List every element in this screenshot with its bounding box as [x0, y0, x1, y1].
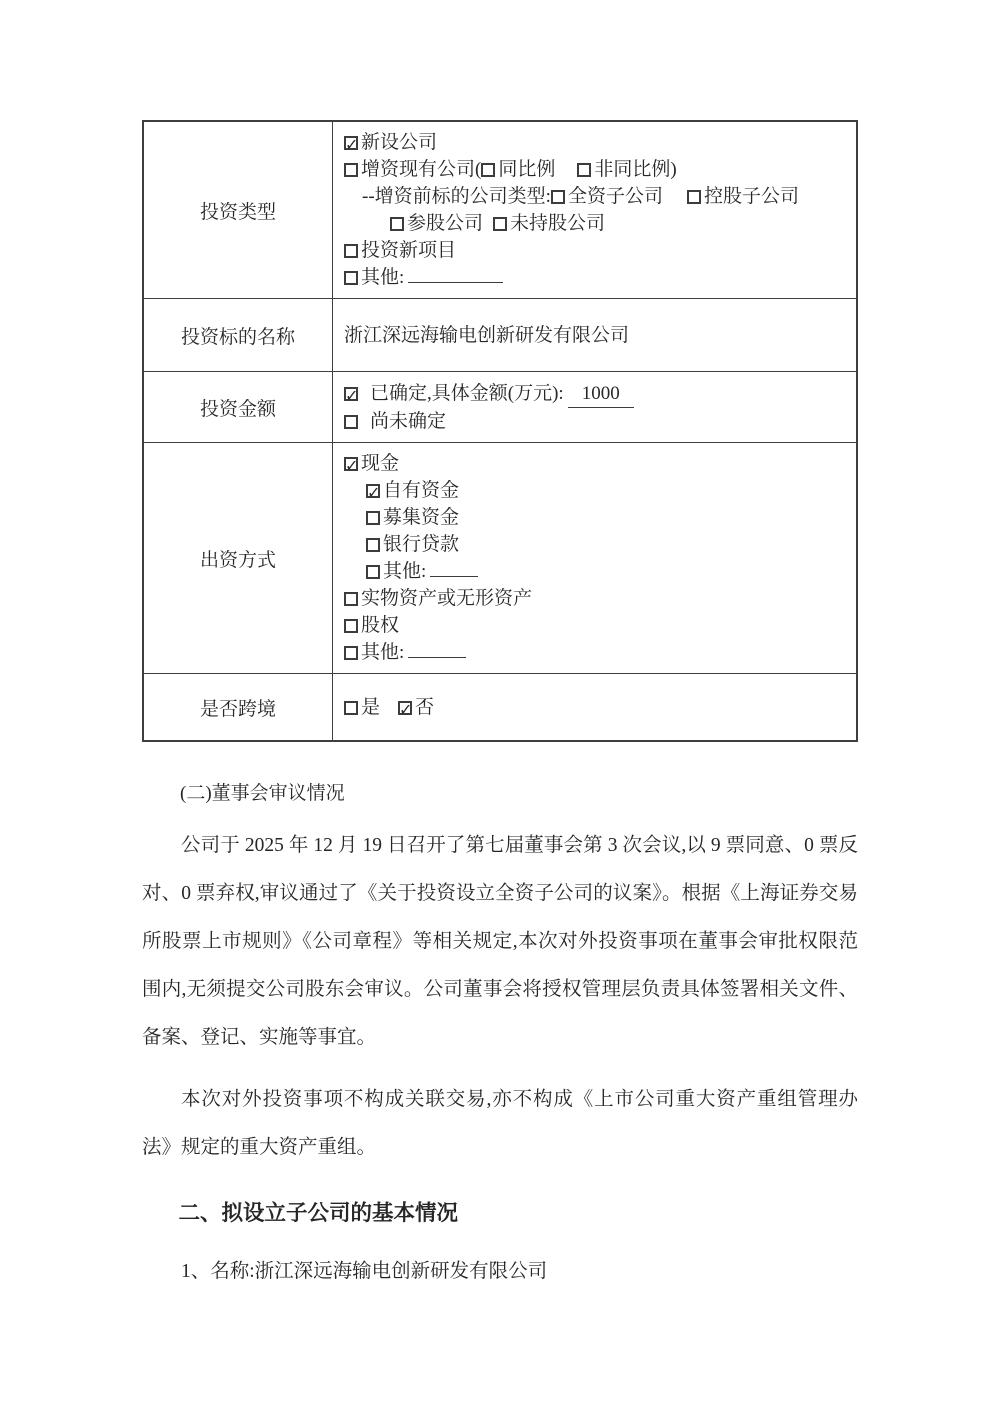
checkbox-unchecked-icon[interactable] — [366, 538, 380, 552]
cell-line — [344, 380, 846, 408]
subsidiary-name-item: 1、名称:浙江深远海输电创新研发有限公司 — [181, 1261, 548, 1282]
cell-line — [344, 183, 846, 210]
cell-line — [344, 210, 846, 237]
cell-text: 其他: — [361, 267, 405, 288]
row-label: 投资类型 — [143, 121, 333, 299]
row-value — [333, 443, 858, 674]
checkbox-checked-icon[interactable] — [344, 387, 358, 401]
checkbox-unchecked-icon[interactable] — [687, 190, 701, 204]
checkbox-unchecked-icon[interactable] — [366, 511, 380, 525]
cell-line — [344, 477, 846, 504]
checkbox-unchecked-icon[interactable] — [481, 163, 495, 177]
cell-line — [344, 558, 846, 585]
cell-text: 新设公司 — [361, 132, 438, 153]
cell-line — [344, 408, 846, 435]
cell-line — [344, 322, 846, 349]
blank-underline — [430, 560, 478, 577]
section-heading: 二、拟设立子公司的基本情况 — [178, 1201, 459, 1225]
investment-table-body — [143, 121, 857, 741]
row-label: 投资标的名称 — [143, 299, 333, 372]
checkbox-unchecked-icon[interactable] — [344, 646, 358, 660]
cell-text: 是 — [361, 696, 381, 718]
cell-text: 参股公司 — [407, 213, 484, 234]
cell-text: 其他: — [383, 561, 427, 582]
cell-line — [344, 504, 846, 531]
checkbox-checked-icon[interactable] — [344, 136, 358, 150]
cell-line — [344, 694, 846, 721]
row-value — [333, 372, 858, 443]
underlined-value: 1000 — [568, 380, 634, 408]
cell-line — [344, 129, 846, 156]
checkbox-checked-icon[interactable] — [366, 484, 380, 498]
investment-summary-table — [142, 120, 858, 742]
table-row — [143, 674, 857, 742]
table-row — [143, 121, 857, 299]
cell-line — [344, 264, 846, 291]
checkbox-unchecked-icon[interactable] — [344, 244, 358, 258]
cell-text: 实物资产或无形资产 — [361, 588, 533, 609]
cell-line — [344, 585, 846, 612]
cell-line — [344, 156, 846, 183]
subsection-heading: (二)董事会审议情况 — [180, 783, 345, 804]
blank-underline — [408, 641, 466, 658]
row-value — [333, 121, 858, 299]
cell-line — [344, 450, 846, 477]
row-value — [333, 674, 858, 742]
checkbox-unchecked-icon[interactable] — [493, 217, 507, 231]
cell-text: 未持股公司 — [510, 213, 606, 234]
cell-text: 尚未确定 — [370, 410, 447, 432]
table-row — [143, 299, 857, 372]
table-row — [143, 443, 857, 674]
checkbox-unchecked-icon[interactable] — [390, 217, 404, 231]
checkbox-unchecked-icon[interactable] — [577, 163, 591, 177]
row-label: 是否跨境 — [143, 674, 333, 742]
blank-underline — [408, 266, 503, 283]
cell-text: 募集资金 — [383, 507, 460, 528]
cell-line — [344, 612, 846, 639]
cell-text: 非同比例) — [594, 159, 677, 180]
cell-text: --增资前标的公司类型: — [362, 186, 551, 207]
checkbox-unchecked-icon[interactable] — [344, 592, 358, 606]
checkbox-unchecked-icon[interactable] — [551, 190, 565, 204]
cell-text: 同比例 — [498, 159, 556, 180]
checkbox-unchecked-icon[interactable] — [344, 163, 358, 177]
checkbox-unchecked-icon[interactable] — [344, 415, 358, 429]
checkbox-checked-icon[interactable] — [398, 701, 412, 715]
checkbox-unchecked-icon[interactable] — [366, 565, 380, 579]
row-label: 出资方式 — [143, 443, 333, 674]
cell-text: 已确定,具体金额(万元): — [370, 382, 564, 404]
board-review-paragraph: 公司于 2025 年 12 月 19 日召开了第七届董事会第 3 次会议,以 9 票同意、0 票反对、0 票弃权,审议通过了《关于投资设立全资子公司的议案》。根据《上海证券交易所股票上市规则》《公司章程》等相关规定,本次对外投资事项在董事会审批权限范围内,无须提交公司股东会审议。公司董事会将授权管理层负责具体签署相关文件、备案、登记、实施等事宜。 — [142, 835, 858, 1048]
row-label: 投资金额 — [143, 372, 333, 443]
cell-text: 投资新项目 — [361, 240, 457, 261]
table-row — [143, 372, 857, 443]
checkbox-unchecked-icon[interactable] — [344, 271, 358, 285]
cell-text: 其他: — [361, 642, 405, 663]
cell-text: 现金 — [361, 453, 400, 474]
checkbox-unchecked-icon[interactable] — [344, 619, 358, 633]
cell-text: 控股子公司 — [703, 186, 799, 207]
checkbox-unchecked-icon[interactable] — [344, 701, 358, 715]
related-transaction-paragraph: 本次对外投资事项不构成关联交易,亦不构成《上市公司重大资产重组管理办法》规定的重大资产重组。 — [142, 1089, 858, 1158]
cell-text: 浙江深远海输电创新研发有限公司 — [344, 324, 630, 346]
cell-text: 银行贷款 — [383, 534, 460, 555]
checkbox-checked-icon[interactable] — [344, 457, 358, 471]
cell-text: 股权 — [361, 615, 400, 636]
cell-text: 自有资金 — [383, 480, 460, 501]
cell-text: 增资现有公司( — [361, 159, 482, 180]
cell-line — [344, 531, 846, 558]
row-value — [333, 299, 858, 372]
cell-line — [344, 237, 846, 264]
cell-text: 否 — [415, 696, 435, 718]
cell-text: 全资子公司 — [567, 186, 663, 207]
cell-line — [344, 639, 846, 666]
